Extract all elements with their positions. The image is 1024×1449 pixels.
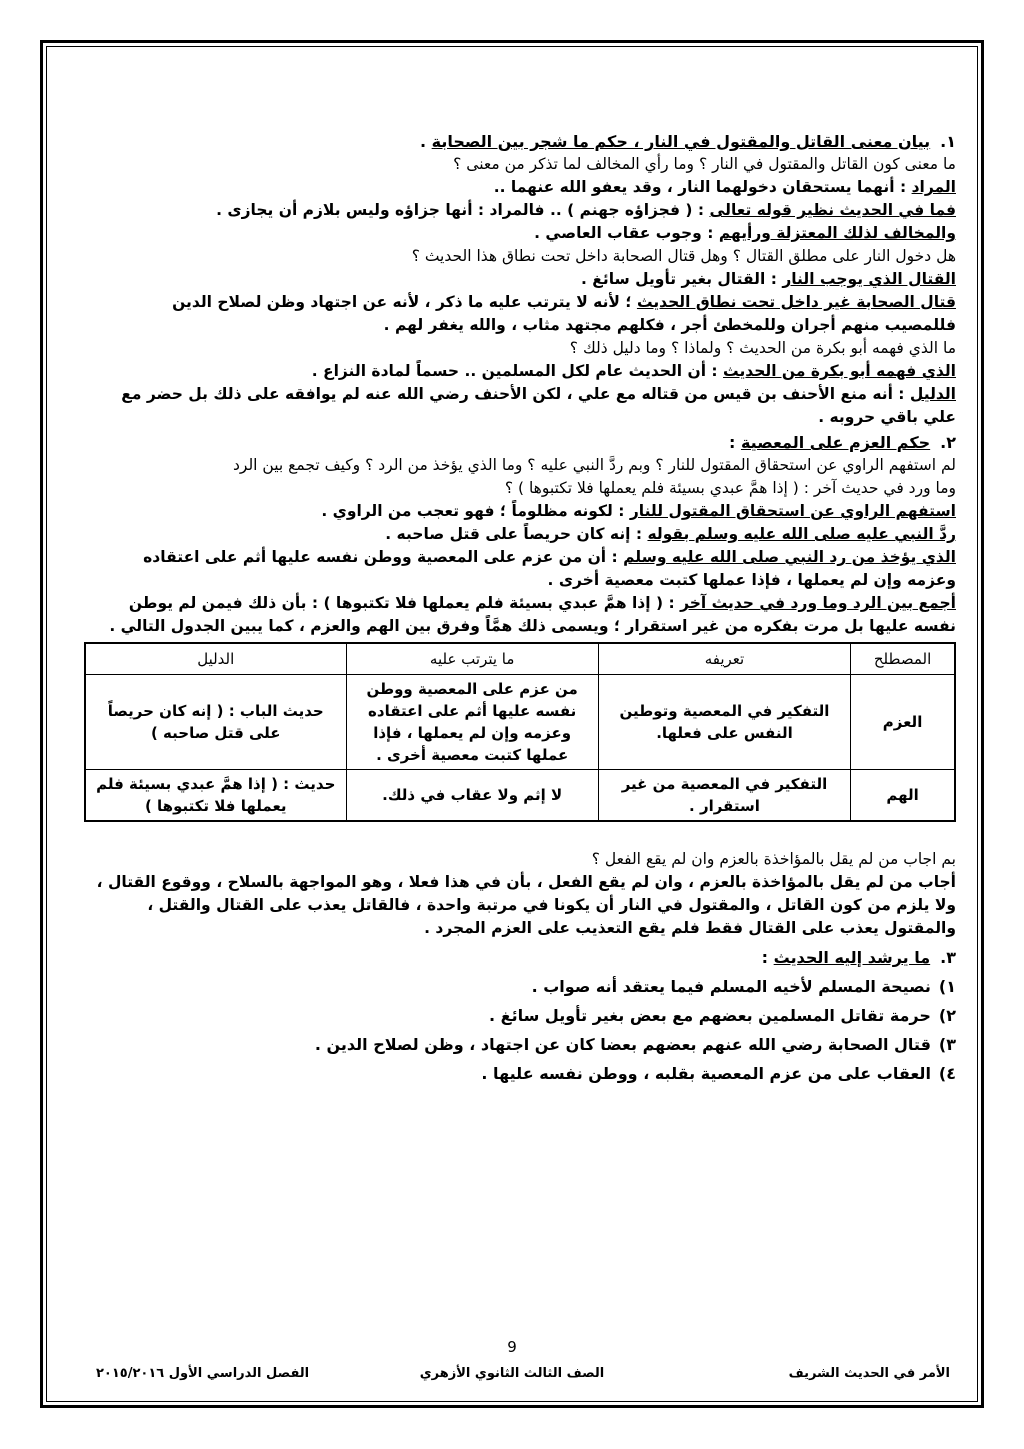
footer-subject: الأمر في الحديث الشريف [788,1366,950,1381]
page-number: 9 [507,1338,517,1356]
table-header-cell: ما يترتب عليه [346,643,598,675]
answer-line: نفسه عليها بل مرت بفكره من غير استقرار ؛ ويسمى ذلك همَّاً وفرق بين الهم والعزم ، كما يبين الجدول التالي . [109,617,956,635]
table-header-cell: تعريفه [598,643,850,675]
table-header-cell: الدليل [85,643,346,675]
answer-line: وعزمه وإن لم يعملها ، فإذا عملها كتبت معصية أخرى . [547,571,956,589]
question-text: وما ورد في حديث آخر : ( إذا همَّ عبدي بسيئة فلم يعملها فلا تكتبوها ) ؟ [504,479,956,497]
answer-line: علي باقي حروبه . [818,408,956,426]
section-1-number: ١. [940,132,956,151]
answer-line: والمخالف لذلك المعتزلة ورأيهم : وجوب عقاب العاصي . [534,224,956,242]
section-3-number: ٣. [940,948,956,967]
list-item: ٢)حرمة تقاتل المسلمين بعضهم مع بعض بغير تأويل سائغ . [489,1006,956,1025]
table-cell-proof: حديث الباب : ( إنه كان حريصاً على قتل صاحبه ) [85,675,346,770]
answer-line: والمقتول يعذب على القتال فقط فلم يقع التعذيب على العزم المجرد . [424,919,956,937]
section-1-title: بيان معنى القاتل والمقتول في النار ، حكم ما شجر بين الصحابة [431,132,931,151]
section-1-heading: ١.بيان معنى القاتل والمقتول في النار ، حكم ما شجر بين الصحابة . [419,132,956,151]
section-2-title: حكم العزم على المعصية [740,433,931,452]
list-item: ١)نصيحة المسلم لأخيه المسلم فيما يعتقد أنه صواب . [531,977,956,996]
list-item: ٤)العقاب على من عزم المعصية بقلبه ، ووطن نفسه عليها . [481,1064,956,1083]
footer-grade: الصف الثالث الثانوي الأزهري [419,1366,605,1381]
table-cell-result: لا إثم ولا عقاب في ذلك. [346,770,598,822]
section-3-title: ما يرشد إليه الحديث [773,948,931,967]
document-body [84,128,956,1091]
answer-line: قتال الصحابة غير داخل تحت نطاق الحديث ؛ لأنه لا يترتب عليه ما ذكر ، لأنه عن اجتهاد وظن لصلاح الدين [172,293,956,311]
table-row [85,675,955,770]
answer-line: المراد : أنهما يستحقان دخولهما النار ، وقد يعفو الله عنهما .. [493,178,956,196]
question-text: بم اجاب من لم يقل بالمؤاخذة بالعزم وان لم يقع الفعل ؟ [591,850,956,868]
answer-line: الذي فهمه أبو بكرة من الحديث : أن الحديث عام لكل المسلمين .. حسماً لمادة النزاع . [311,362,956,380]
guidance-list [84,975,956,1085]
question-text: ما الذي فهمه أبو بكرة من الحديث ؟ ولماذا ؟ وما دليل ذلك ؟ [569,339,956,357]
question-text: ما معنى كون القاتل والمقتول في النار ؟ وما رأي المخالف لما تذكر من معنى ؟ [453,155,956,173]
table-cell-definition: التفكير في المعصية من غير استقرار . [598,770,850,822]
answer-line: أجمع بين الرد وما ورد في حديث آخر : ( إذا همَّ عبدي بسيئة فلم يعملها فلا تكتبوها ) : بأن ذلك فيمن لم يوطن [128,594,956,612]
table-cell-term: العزم [851,675,955,770]
table-cell-proof: حديث : ( إذا همَّ عبدي بسيئة فلم يعملها فلا تكتبوها ) [85,770,346,822]
list-item: ٣)قتال الصحابة رضي الله عنهم بعضهم بعضا كان عن اجتهاد ، وظن لصلاح الدين . [314,1035,956,1054]
table-cell-result: من عزم على المعصية ووطن نفسه عليها أثم على اعتقاده وعزمه وإن لم يعملها ، فإذا عملها كتبت معصية أخرى . [346,675,598,770]
question-text: هل دخول النار على مطلق القتال ؟ وهل قتال الصحابة داخل تحت نطاق هذا الحديث ؟ [411,247,956,265]
comparison-table [84,642,956,822]
question-text: لم استفهم الراوي عن استحقاق المقتول للنار ؟ وبم ردَّ النبي عليه ؟ وما الذي يؤخذ من الرد ؟ وكيف تجمع بين الرد [232,456,956,474]
section-3-heading: ٣.ما يرشد إليه الحديث : [761,948,956,967]
answer-line: فللمصيب منهم أجران وللمخطئ أجر ، فكلهم مجتهد مثاب ، والله يغفر لهم . [383,316,956,334]
table-cell-term: الهم [851,770,955,822]
footer-term: الفصل الدراسي الأول ٢٠١٥/٢٠١٦ [96,1366,310,1381]
section-2-heading: ٢.حكم العزم على المعصية : [728,433,956,452]
answer-line: ولا يلزم من كون القاتل ، والمقتول في النار أن يكونا في مرتبة واحدة ، فالقاتل يعذب على القتال والقتل ، [147,896,956,914]
answer-line: ردَّ النبي عليه صلى الله عليه وسلم بقوله : إنه كان حريصاً على قتل صاحبه . [385,525,956,543]
answer-line: الدليل : أنه منع الأحنف بن قيس من قتاله مع علي ، لكن الأحنف رضي الله عنه لم يوافقه على ذلك بل حضر مع [121,385,956,403]
answer-line: فما في الحديث نظير قوله تعالى : ( فجزاؤه جهنم ) .. فالمراد : أنها جزاؤه وليس بلازم أن يجازى . [216,201,956,219]
table-cell-definition: التفكير في المعصية وتوطين النفس على فعلها. [598,675,850,770]
answer-line: القتال الذي يوجب النار : القتال بغير تأويل سائغ . [581,270,956,288]
table-header-row [85,643,955,675]
section-2-number: ٢. [940,433,956,452]
answer-line: الذي يؤخذ من رد النبي صلى الله عليه وسلم : أن من عزم على المعصية ووطن نفسه عليها أثم على اعتقاده [143,548,956,566]
table-header-cell: المصطلح [851,643,955,675]
answer-line: استفهم الراوي عن استحقاق المقتول للنار : لكونه مظلوماً ؛ فهو تعجب من الراوي . [321,502,956,520]
answer-line: أجاب من لم يقل بالمؤاخذة بالعزم ، وان لم يقع الفعل ، بأن في هذا فعلا ، وهو المواجهة بالسلاح ، ووقوع القتال ، [96,873,956,891]
table-row [85,770,955,822]
